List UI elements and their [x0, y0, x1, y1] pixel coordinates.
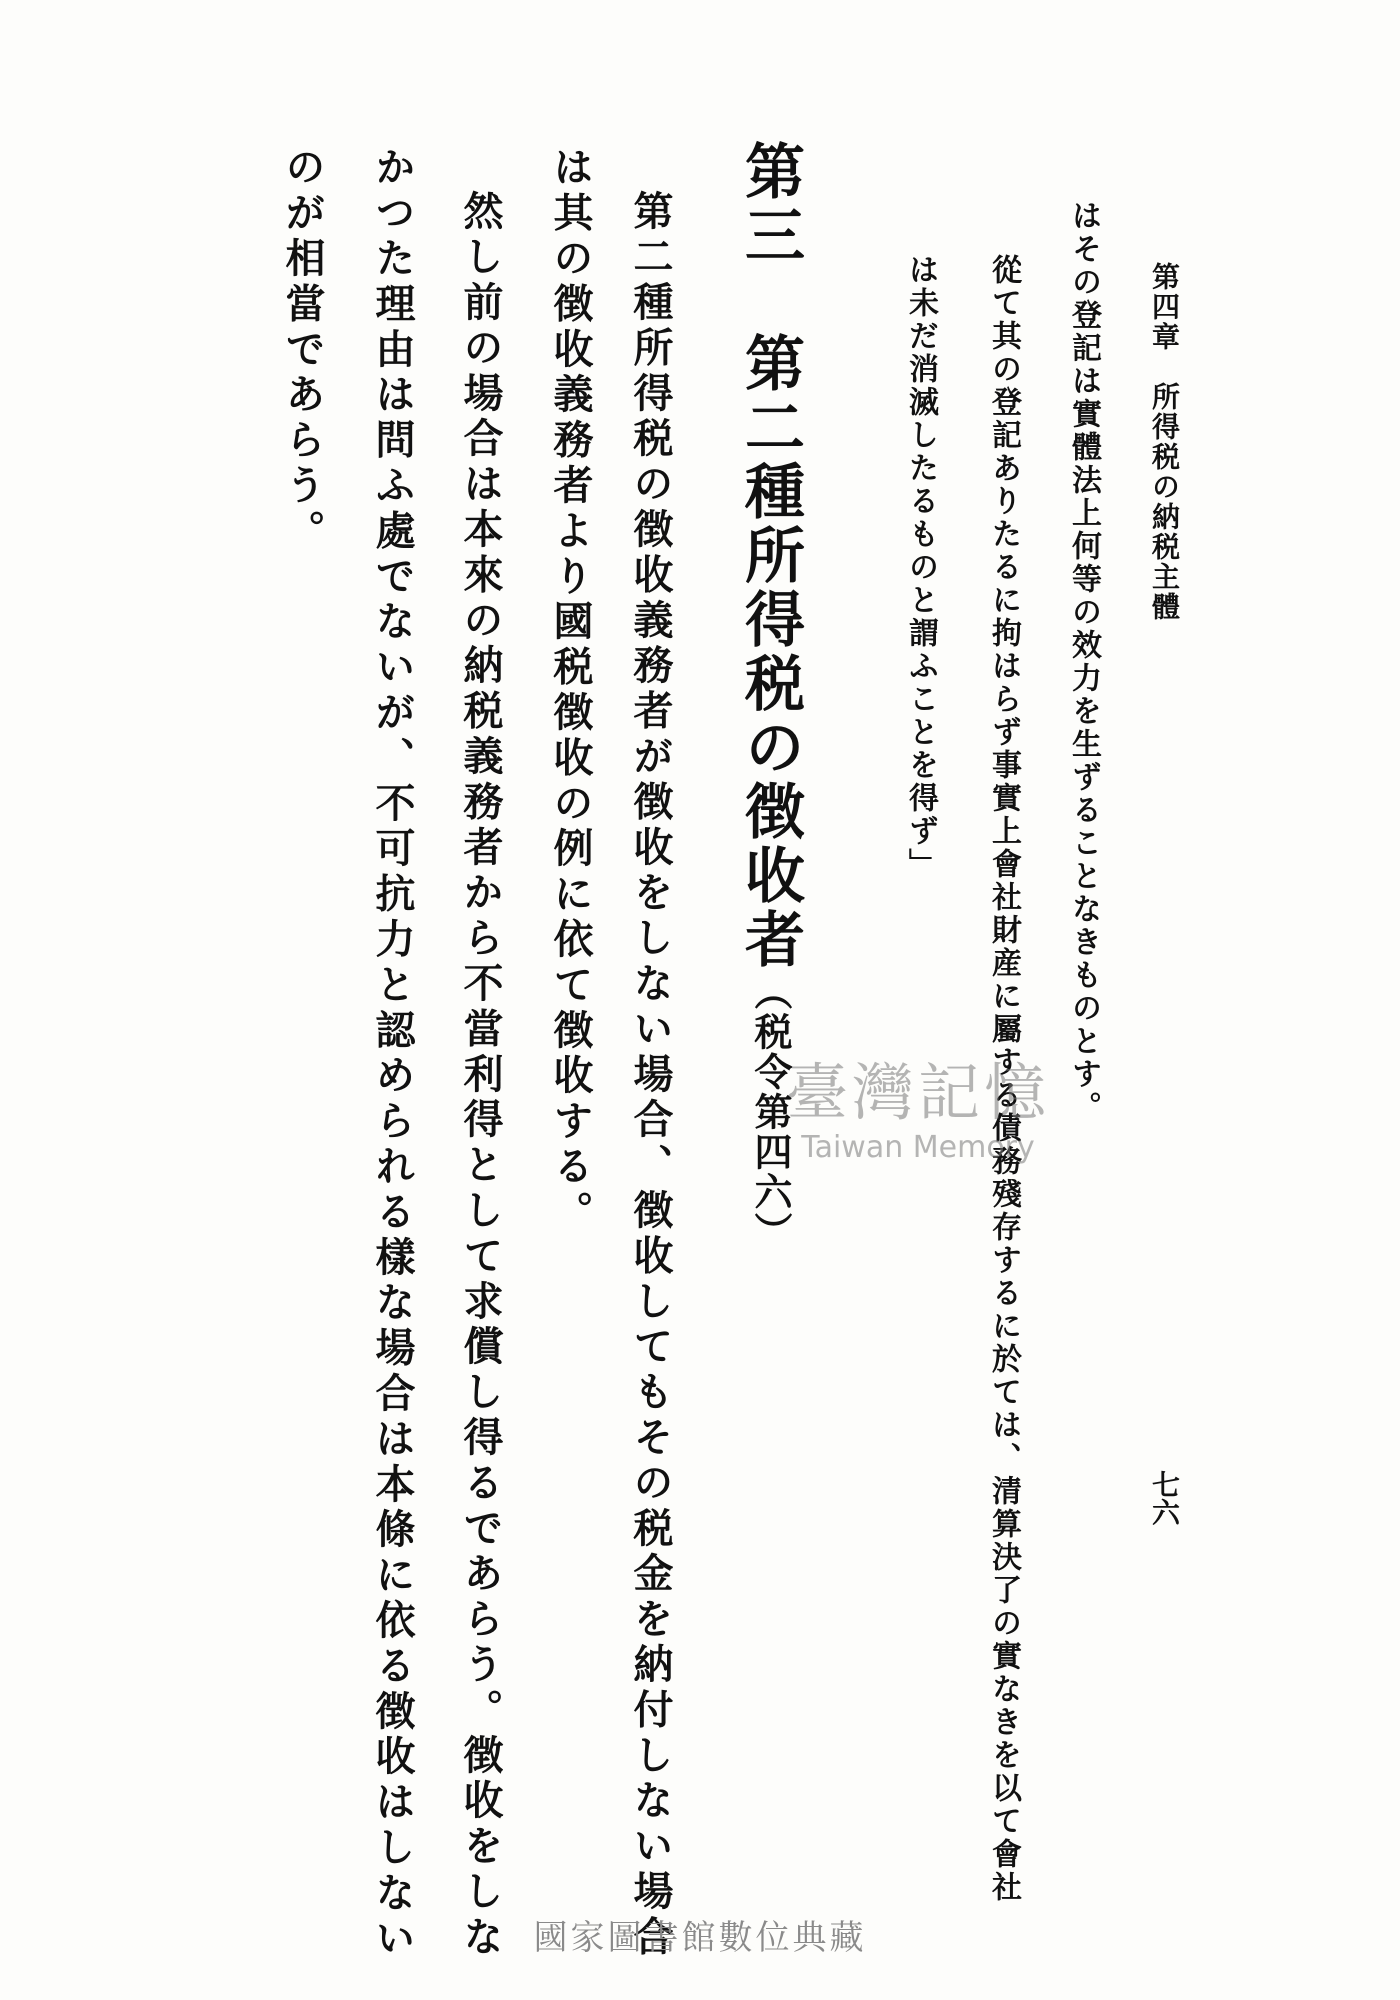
section-heading [735, 140, 805, 1252]
library-footer: 國家圖書館數位典藏 [533, 1918, 867, 1958]
body-line: かつた理由は問ふ處でないが、不可抗力と認められる樣な場合は本條に依る徴收はしない [369, 146, 416, 1962]
law-reference: （税令第四六） [748, 972, 793, 1252]
body-line: のが相當であらう。 [279, 146, 326, 555]
body-line: 第二種所得税の徴收義務者が徴收をしない場合、徴收してもその税金を納付しない場合 [627, 190, 674, 1961]
quote-line: はその登記は實體法上何等の效力を生ずることなきものとす。 [1066, 200, 1101, 1124]
watermark-english: Taiwan Memory [801, 1130, 1035, 1165]
watermark-chinese: 臺灣記憶 [785, 1056, 1050, 1129]
body-line: は其の徴收義務者より國税徴收の例に依て徴收する。 [547, 146, 594, 1236]
running-title: 第四章 所得税の納税主體 [1148, 262, 1181, 622]
section-heading-text: 第三 第二種所得税の徴收者 [735, 140, 805, 972]
page-number: 七六 [1148, 1470, 1181, 1526]
quote-line: は未だ消滅したるものと謂ふことを得ず」 [903, 254, 938, 881]
quote-line: 從て其の登記ありたるに拘はらず事實上會社財産に屬する債務殘存するに於ては、清算決了の實なきを以て會社 [986, 254, 1021, 1904]
body-line: 然し前の場合は本來の納税義務者から不當利得として求償し得るであらう。徴收をしな [457, 190, 504, 1961]
